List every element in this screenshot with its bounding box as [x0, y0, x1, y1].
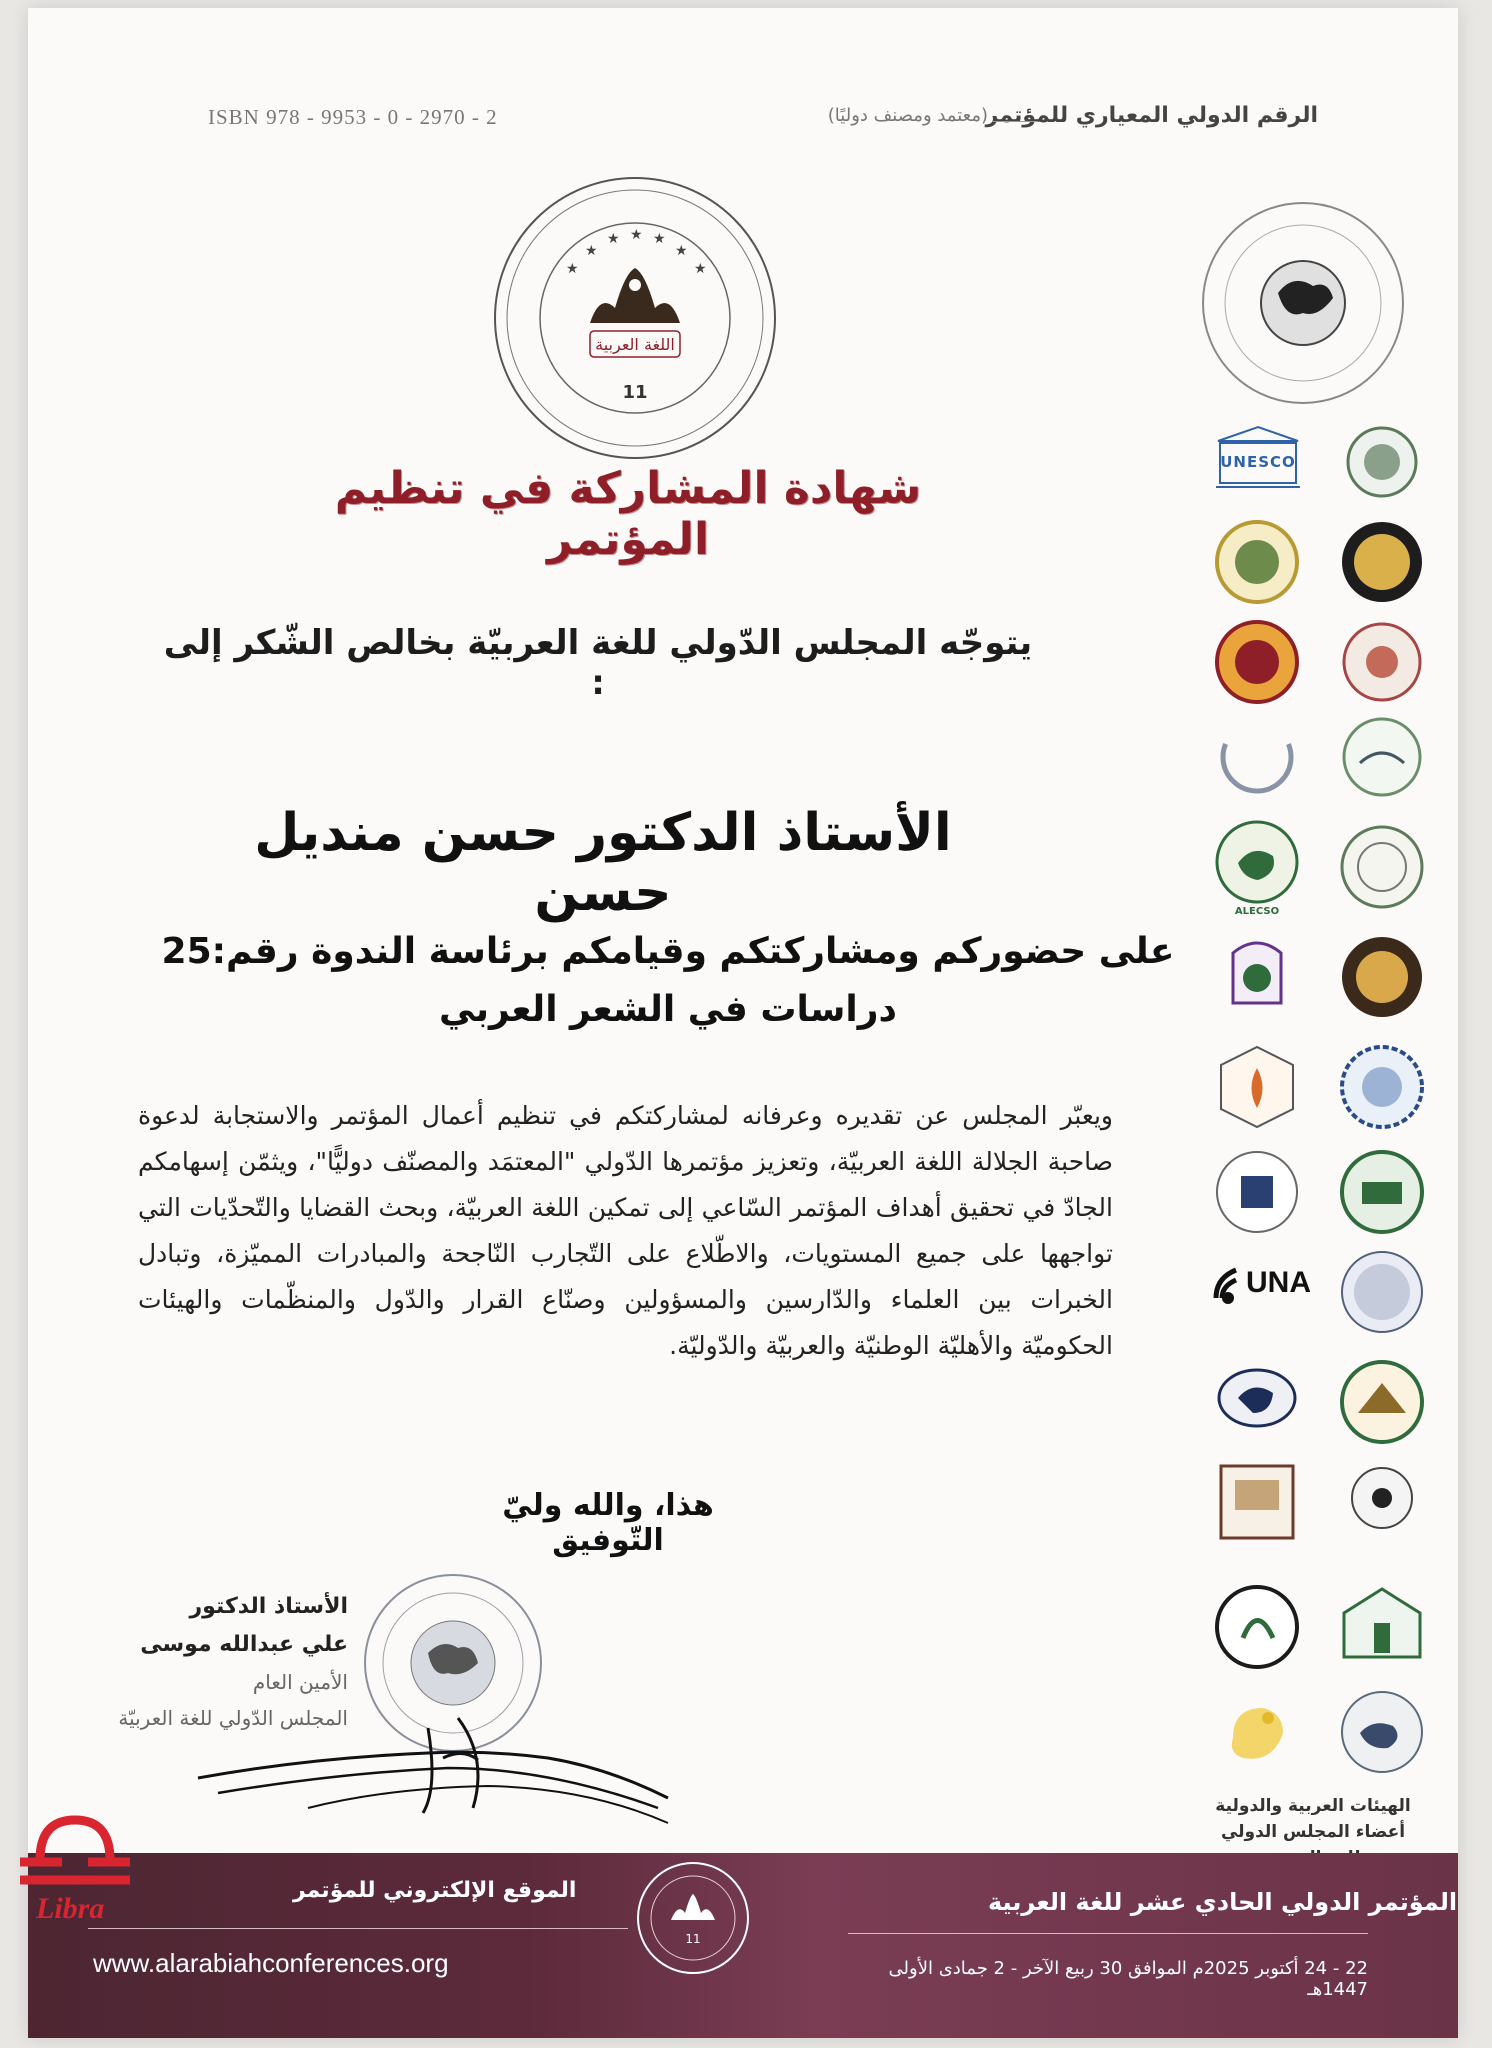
recipient-name: الأستاذ الدكتور حسن منديل حسن — [254, 803, 952, 923]
partner-logo-10 — [1338, 933, 1426, 1021]
footer-divider-left — [88, 1928, 628, 1929]
signature — [188, 1698, 688, 1838]
partner-logo-17 — [1338, 1358, 1426, 1446]
signer-title: الأستاذ الدكتور — [189, 1594, 348, 1619]
closing-line: هذا، والله وليّ التّوفيق — [502, 1488, 714, 1558]
isbn-divider — [993, 121, 1038, 122]
conference-name: المؤتمر الدولي الحادي عشر للغة العربية — [988, 1888, 1458, 1916]
unesco-label: UNESCO — [1220, 453, 1296, 471]
partners-caption: الهيئات العربية والدولية أعضاء المجلس الدولي — [1215, 1796, 1411, 1842]
thanks-line: يتوجّه المجلس الدّولي للغة العربيّة بخالص الشّكر إلى : — [163, 623, 1033, 703]
partner-logo-12 — [1338, 1043, 1426, 1131]
partner-logo-20 — [1213, 1583, 1301, 1671]
una-signal-icon — [1208, 1258, 1248, 1308]
certificate-body: ويعبّر المجلس عن تقديره وعرفانه لمشاركتكم في تنظيم أعمال المؤتمر والاستجابة لدعوة صاحبة الجلالة اللغة العربيّة، وتعزيز مؤتمرها الدّولي "المعتمَد والمصنّف دوليًّا"، ويثمّن إسهامكم الجادّ في تحقيق أهداف المؤتمر السّاعي إلى تمكين اللغة العربيّة، وبحث القضايا والتّحدّيات التي تواجهها على جميع المستويات، والاطّلاع على التّجارب النّاجحة والمبادرات المميّزة، وتبادل الخبرات بين العلماء والدّارسين والمسؤولين وصنّاع القرار والدّول والمنظّمات والهيئات الحكوميّة والأهليّة الوطنيّة والعربيّة والدّوليّة. — [138, 1101, 1113, 1360]
svg-text:★: ★ — [566, 261, 579, 277]
una-label: UNA — [1246, 1266, 1311, 1299]
partner-logo-15 — [1338, 1248, 1426, 1336]
partner-logo-18 — [1213, 1458, 1301, 1546]
footer-divider-right — [848, 1933, 1368, 1934]
footer-seal-number: 11 — [685, 1932, 701, 1946]
partner-logo-9 — [1213, 933, 1301, 1021]
partner-logo-8 — [1338, 823, 1426, 911]
isbn-row — [178, 103, 1318, 143]
alecso-emblem-icon — [1213, 818, 1301, 906]
conference-seal — [490, 173, 780, 463]
partner-logo-14 — [1338, 1148, 1426, 1236]
partner-logo-2 — [1213, 518, 1301, 606]
una-logo — [1208, 1248, 1318, 1328]
svg-text:★: ★ — [585, 243, 598, 259]
libra-logo — [0, 1800, 150, 1935]
partner-logo-7 — [1338, 713, 1426, 801]
certificate-title: شهادة المشاركة في تنظيم المؤتمر — [334, 463, 922, 565]
council-globe-logo — [1198, 198, 1408, 408]
signer-org: المجلس الدّولي للغة العربيّة — [118, 1706, 348, 1730]
alecso-label: ALECSO — [1234, 906, 1280, 917]
seal-title: اللغة العربية — [595, 335, 675, 354]
svg-text:★: ★ — [653, 231, 666, 247]
partner-logo-21 — [1338, 1583, 1426, 1671]
partner-logo-6 — [1213, 713, 1301, 801]
libra-label: Libra — [36, 1892, 105, 1925]
isbn-note: (معتمد ومصنف دوليًا) — [827, 105, 988, 126]
seal-number: 11 — [622, 382, 648, 403]
partner-logo-19 — [1338, 1458, 1426, 1546]
partner-logo-22 — [1213, 1688, 1301, 1776]
conference-date: 22 - 24 أكتوبر 2025م الموافق 30 ربيع الآخر - 2 جمادى الأولى 1447هـ — [888, 1958, 1368, 2000]
partner-logo-4 — [1213, 618, 1301, 706]
footer-seal — [633, 1858, 753, 1978]
partner-logo-5 — [1338, 618, 1426, 706]
partner-logo-13 — [1213, 1148, 1301, 1236]
svg-text:★: ★ — [675, 243, 688, 259]
svg-text:★: ★ — [607, 231, 620, 247]
svg-text:★: ★ — [630, 227, 643, 243]
unesco-logo — [1208, 423, 1308, 503]
website-url[interactable]: www.alarabiahconferences.org — [93, 1948, 449, 1978]
signer-role: الأمين العام — [252, 1670, 348, 1694]
participation-reason: على حضوركم ومشاركتكم وقيامكم برئاسة الندوة رقم:25 دراسات في الشعر العربي — [161, 931, 1175, 1030]
partner-logo-11 — [1213, 1043, 1301, 1131]
partner-logo-23 — [1338, 1688, 1426, 1776]
signer-name: علي عبدالله موسى — [140, 1632, 348, 1657]
website-label: الموقع الإلكتروني للمؤتمر — [293, 1878, 577, 1903]
isbn-number: ISBN 978 - 9953 - 0 - 2970 - 2 — [208, 105, 498, 129]
isbn-label: الرقم الدولي المعياري للمؤتمر — [985, 103, 1318, 128]
partner-logo-3 — [1338, 518, 1426, 606]
svg-text:★: ★ — [694, 261, 707, 277]
partner-logo-16 — [1213, 1358, 1301, 1446]
partner-logo-1 — [1338, 418, 1426, 506]
alecso-logo — [1213, 818, 1303, 918]
certificate-page — [28, 8, 1458, 2038]
